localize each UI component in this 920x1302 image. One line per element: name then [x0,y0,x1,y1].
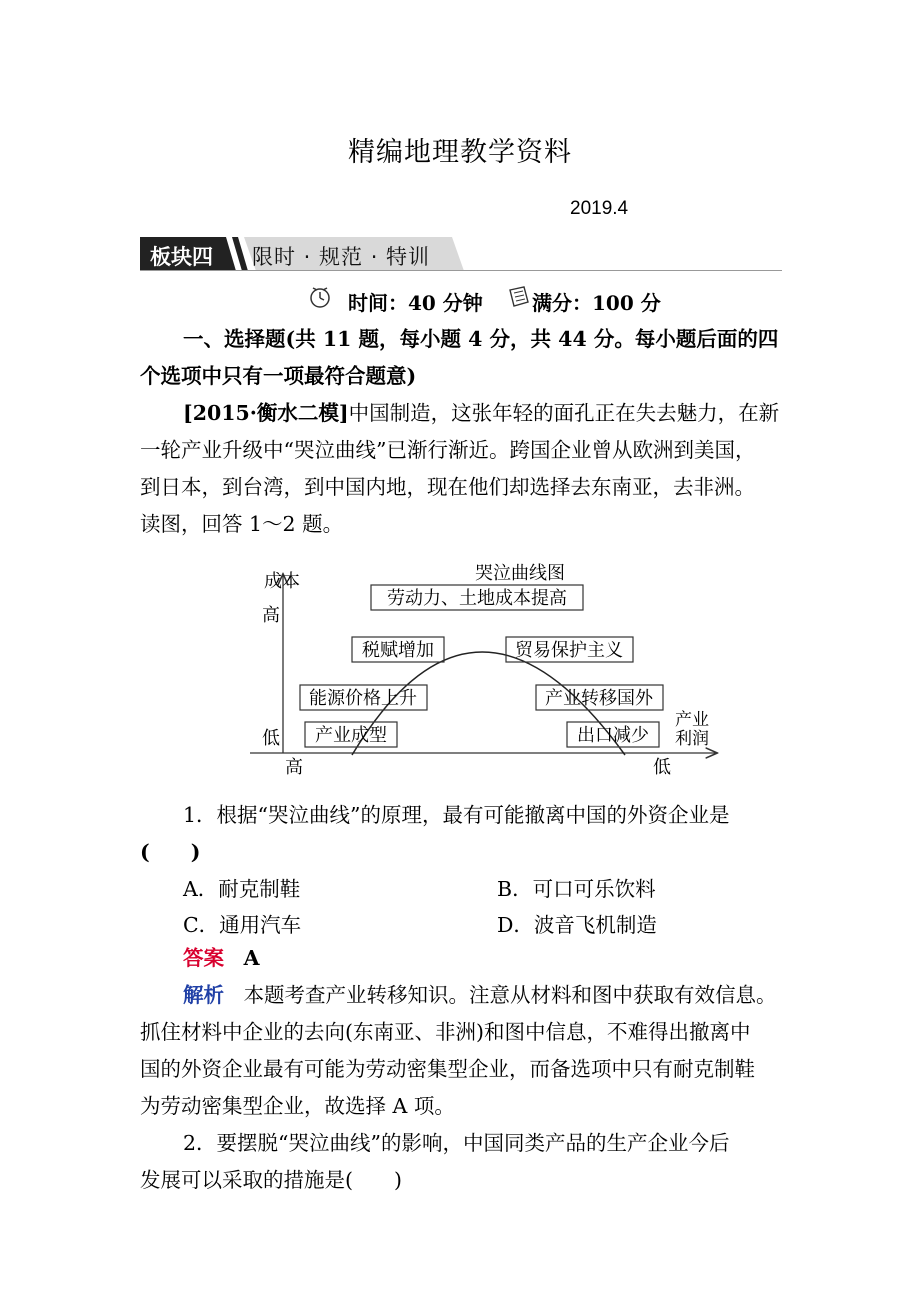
box-energy-label: 能源价格上升 [309,688,417,709]
figure-title: 哭泣曲线图 [475,563,565,584]
q1-stem: 1．根据“哭泣曲线”的原理，最有可能撤离中国的外资企业是 [183,803,730,827]
x-axis-high: 高 [285,757,303,778]
q1-analysis-line2: 抓住材料中企业的去向(东南亚、非洲)和图中信息，不难得出撤离中 [140,1020,751,1044]
q1-answer [183,945,828,971]
time-limit: 时间：40 分钟 [348,291,483,315]
clock-icon [308,284,332,310]
box-cost-rise-label: 劳动力、土地成本提高 [387,588,567,609]
q1-bracket: ( ) [140,840,201,864]
scroll-icon [506,284,532,310]
passage-line2: 一轮产业升级中“哭泣曲线”已渐行渐近。跨国企业曾从欧洲到美国， [140,438,756,462]
q2-stem-line2: 发展可以采取的措施是( ) [140,1168,402,1192]
q1-analysis-line3: 国的外资企业最有可能为劳动密集型企业，而备选项中只有耐克制鞋 [140,1057,755,1081]
box-tax-label: 税赋增加 [362,640,434,661]
box-formation-label: 产业成型 [315,725,387,746]
crying-curve-figure [240,555,730,785]
passage-line1: [2015·衡水二模]中国制造，这张年轻的面孔正在失去魅力，在新 [183,401,780,425]
q1-option-a[interactable]: A．耐克制鞋 [183,877,301,901]
full-score: 满分：100 分 [532,291,661,315]
box-trade-label: 贸易保护主义 [515,640,623,661]
q1-analysis-line4: 为劳动密集型企业，故选择 A 项。 [140,1094,455,1118]
q2-stem-line1: 2．要摆脱“哭泣曲线”的影响，中国同类产品的生产企业今后 [183,1131,730,1155]
box-transfer-label: 产业转移国外 [545,688,653,709]
y-axis-label: 成本 [264,571,300,592]
y-axis-high: 高 [262,605,280,626]
analysis-label: 解析 [183,983,224,1007]
q1-option-b[interactable]: B．可口可乐饮料 [497,877,656,901]
x-axis-low: 低 [653,757,671,778]
section-heading-line1: 一、选择题(共 11 题，每小题 4 分，共 44 分。每小题后面的四 [183,327,779,351]
section-heading-line2: 个选项中只有一项最符合题意) [140,364,417,388]
block-label: 板块四 [150,245,213,269]
date: 2019.4 [570,198,629,219]
page-title: 精编地理教学资料 [348,137,572,168]
passage-line3: 到日本，到台湾，到中国内地，现在他们却选择去东南亚，去非洲。 [140,475,755,499]
banner-rule [140,270,782,271]
y-axis-low: 低 [262,728,280,749]
box-export-label: 出口减少 [577,725,649,746]
section-banner [140,237,782,271]
answer-value: A [243,946,260,970]
block-title: 限时 · 规范 · 特训 [252,245,431,269]
passage-line4: 读图，回答 1～2 题。 [140,512,344,536]
q1-option-d[interactable]: D．波音飞机制造 [497,913,657,937]
q1-option-c[interactable]: C．通用汽车 [183,913,302,937]
answer-label: 答案 [183,946,224,970]
passage-source: [2015·衡水二模] [183,401,349,425]
q1-analysis-line1: 解析 本题考查产业转移知识。注意从材料和图中获取有效信息。 [183,983,777,1007]
x-axis-label-line2: 利润 [675,729,709,749]
x-axis-label-line1: 产业 [675,710,709,730]
